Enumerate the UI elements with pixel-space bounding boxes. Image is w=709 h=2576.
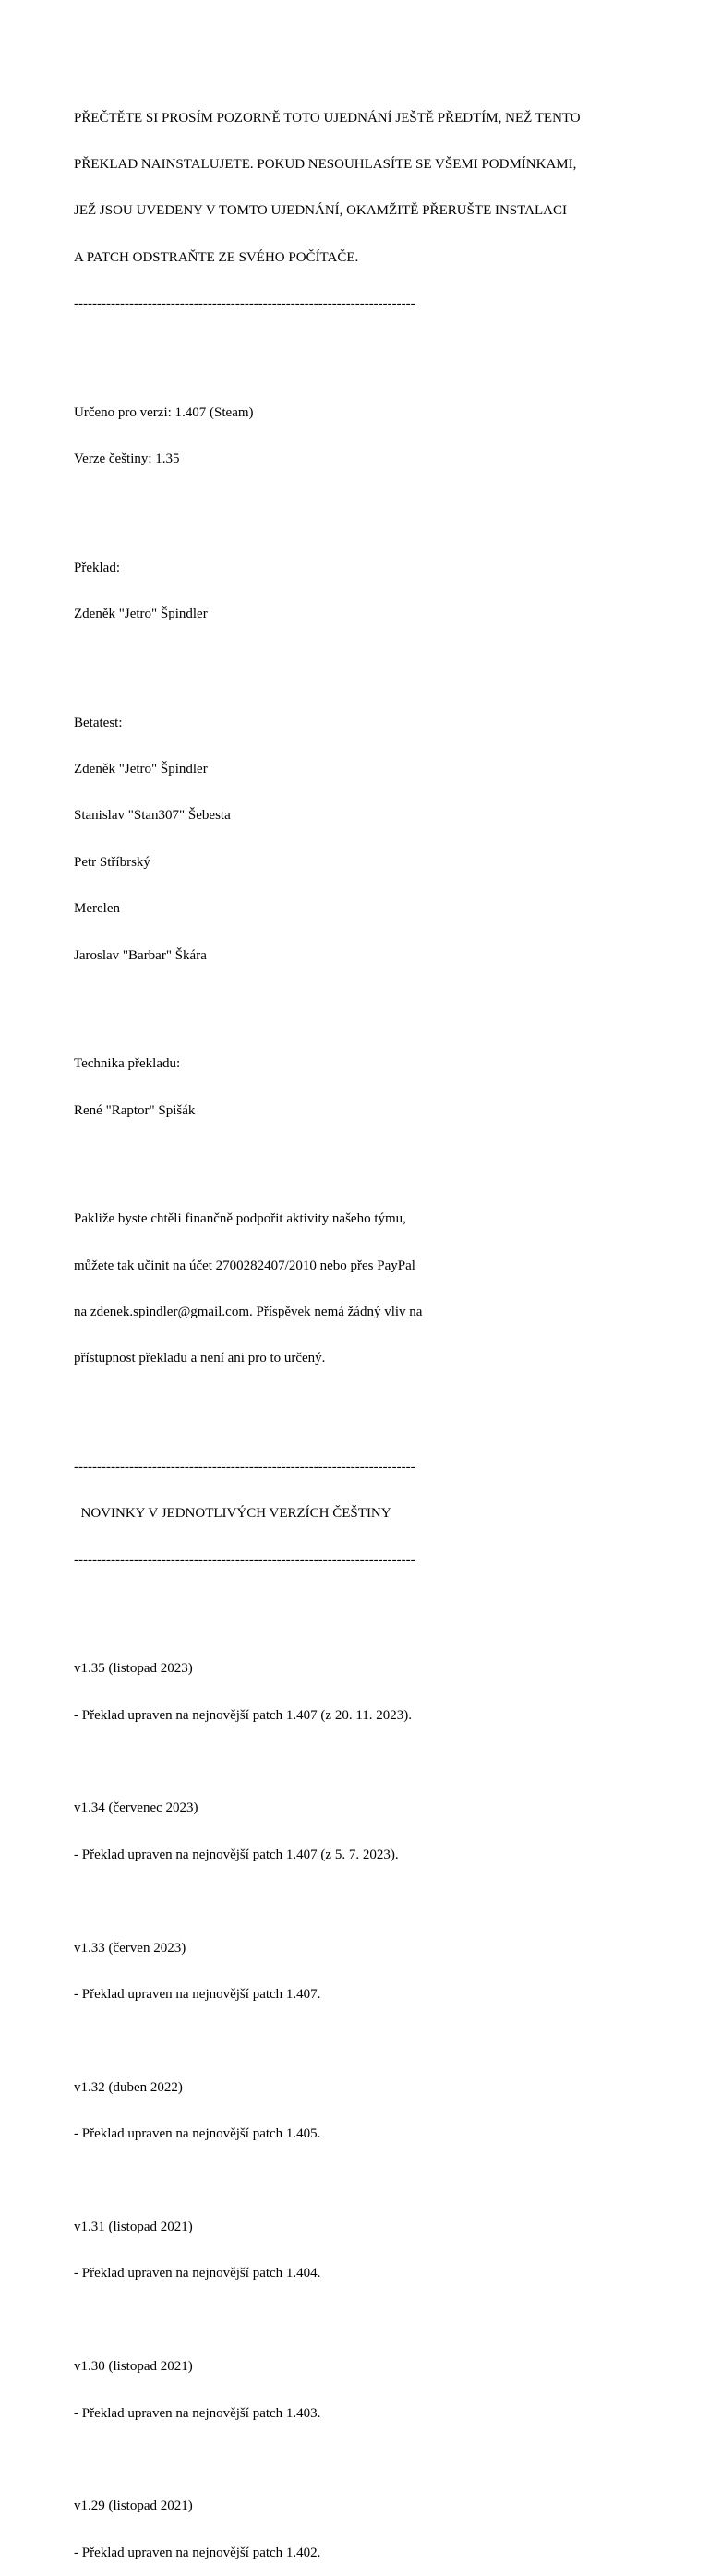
betatester-name: Petr Stříbrský bbox=[74, 854, 150, 870]
spacer bbox=[74, 1599, 683, 1615]
changelog-version: v1.33 (červen 2023) bbox=[74, 1940, 186, 1956]
news-heading: NOVINKY V JEDNOTLIVÝCH VERZÍCH ČEŠTINY bbox=[74, 1506, 391, 1522]
changelog-version: v1.29 (listopad 2021) bbox=[74, 2498, 193, 2514]
spacer bbox=[74, 2313, 683, 2329]
changelog-note: - Překlad upraven na nejnovější patch 1.403. bbox=[74, 2405, 321, 2421]
translation-heading: Překlad: bbox=[74, 560, 120, 575]
donation-line: na zdenek.spindler@gmail.com. Příspěvek nemá žádný vliv na bbox=[74, 1304, 423, 1319]
spacer bbox=[74, 653, 683, 668]
notice-line: PŘEKLAD NAINSTALUJETE. POKUD NESOUHLASÍTE SE VŠEMI PODMÍNKAMI, bbox=[74, 156, 577, 172]
donation-line: Pakliže byste chtěli finančně podpořit aktivity našeho týmu, bbox=[74, 1211, 406, 1227]
technique-name: René "Raptor" Spišák bbox=[74, 1102, 196, 1118]
spacer bbox=[74, 499, 683, 514]
spacer bbox=[74, 343, 683, 359]
changelog-note: - Překlad upraven na nejnovější patch 1.402. bbox=[74, 2545, 321, 2560]
divider: -------------------------------------------------------------------------- bbox=[74, 1459, 415, 1475]
changelog-version: v1.30 (listopad 2021) bbox=[74, 2359, 193, 2375]
spacer bbox=[74, 2452, 683, 2468]
notice-line: JEŽ JSOU UVEDENY V TOMTO UJEDNÁNÍ, OKAMŽITĚ PŘERUŠTE INSTALACI bbox=[74, 203, 567, 219]
betatester-name: Jaroslav "Barbar" Škára bbox=[74, 947, 207, 963]
technique-heading: Technika překladu: bbox=[74, 1056, 181, 1072]
notice-line: PŘEČTĚTE SI PROSÍM POZORNĚ TOTO UJEDNÁNÍ JEŠTĚ PŘEDTÍM, NEŽ TENTO bbox=[74, 110, 581, 126]
changelog-version: v1.35 (listopad 2023) bbox=[74, 1661, 193, 1677]
spacer bbox=[74, 1150, 683, 1165]
betatest-heading: Betatest: bbox=[74, 715, 123, 730]
spacer bbox=[74, 1894, 683, 1909]
spacer bbox=[74, 2173, 683, 2189]
spacer bbox=[74, 1398, 683, 1414]
changelog-version: v1.34 (červenec 2023) bbox=[74, 1800, 198, 1816]
notice-line: A PATCH ODSTRAŇTE ZE SVÉHO POČÍTAČE. bbox=[74, 249, 359, 265]
translator-name: Zdeněk "Jetro" Špindler bbox=[74, 607, 208, 622]
changelog-note: - Překlad upraven na nejnovější patch 1.405. bbox=[74, 2126, 321, 2142]
changelog-note: - Překlad upraven na nejnovější patch 1.404. bbox=[74, 2266, 321, 2281]
changelog-version: v1.31 (listopad 2021) bbox=[74, 2219, 193, 2234]
divider: -------------------------------------------------------------------------- bbox=[74, 1552, 415, 1568]
czech-version: Verze češtiny: 1.35 bbox=[74, 451, 180, 467]
spacer bbox=[74, 994, 683, 1010]
changelog-note: - Překlad upraven na nejnovější patch 1.407. bbox=[74, 1987, 321, 2003]
betatester-name: Stanislav "Stan307" Šebesta bbox=[74, 808, 231, 824]
donation-line: můžete tak učinit na účet 2700282407/2010 nebo přes PayPal bbox=[74, 1258, 415, 1273]
spacer bbox=[74, 1754, 683, 1770]
betatester-name: Merelen bbox=[74, 901, 120, 917]
donation-line: přístupnost překladu a není ani pro to určený. bbox=[74, 1351, 326, 1366]
spacer bbox=[74, 2033, 683, 2049]
changelog-note: - Překlad upraven na nejnovější patch 1.407 (z 5. 7. 2023). bbox=[74, 1847, 399, 1862]
target-version: Určeno pro verzi: 1.407 (Steam) bbox=[74, 404, 254, 420]
readme-document bbox=[74, 79, 683, 2576]
divider: -------------------------------------------------------------------------- bbox=[74, 296, 415, 312]
changelog-note: - Překlad upraven na nejnovější patch 1.407 (z 20. 11. 2023). bbox=[74, 1707, 413, 1723]
betatester-name: Zdeněk "Jetro" Špindler bbox=[74, 762, 208, 777]
changelog-version: v1.32 (duben 2022) bbox=[74, 2079, 183, 2095]
